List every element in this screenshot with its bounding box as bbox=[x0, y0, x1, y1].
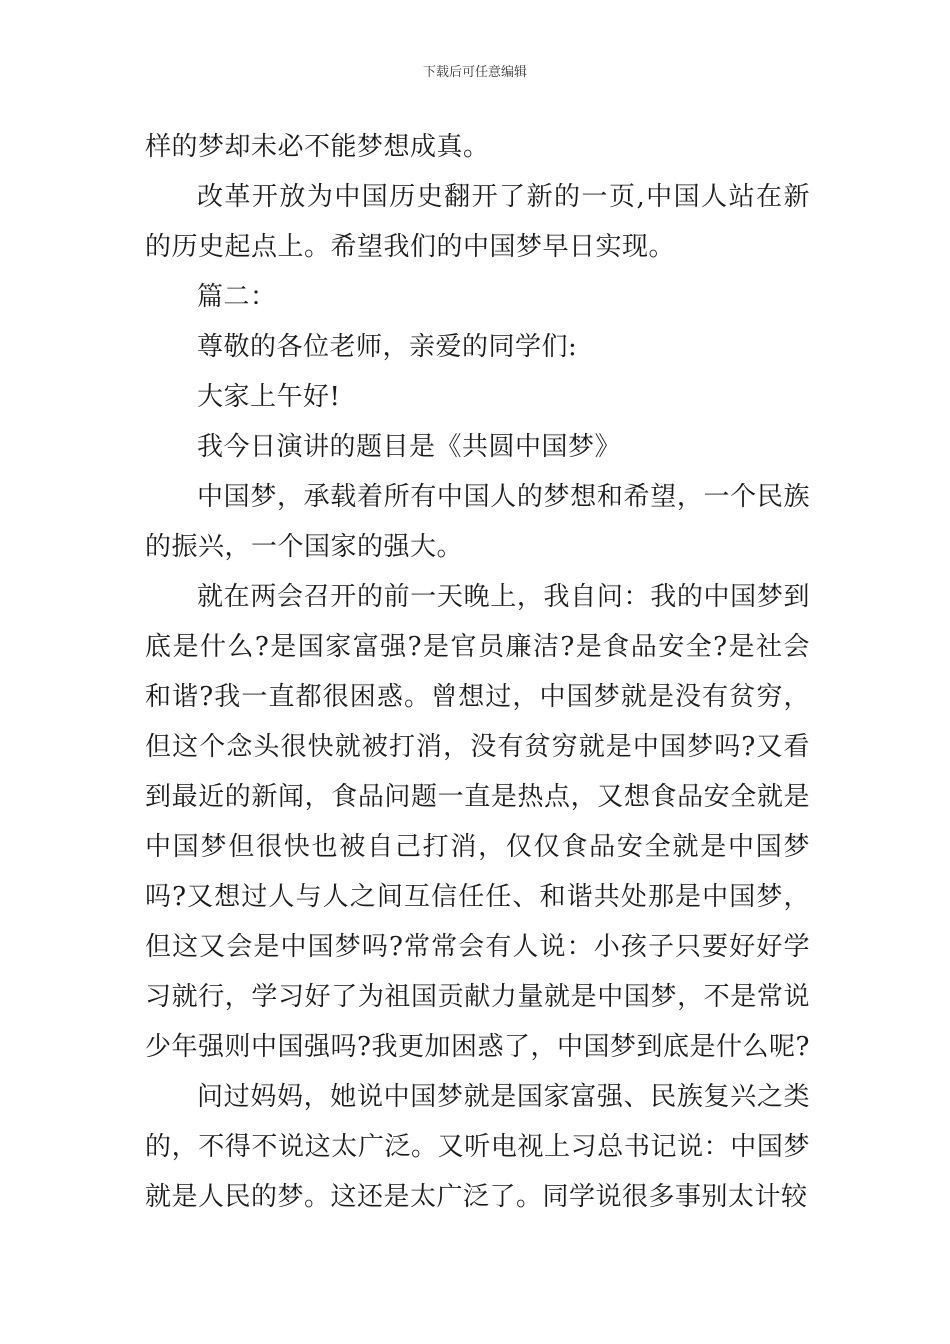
paragraph: 问过妈妈，她说中国梦就是国家富强、民族复兴之类的，不得不说这太广泛。又听电视上习总书记说：中国梦就是人民的梦。这还是太广泛了。同学说很多事别太计较 bbox=[145, 1082, 810, 1212]
greeting: 大家上午好! bbox=[197, 382, 341, 412]
salutation: 尊敬的各位老师，亲爱的同学们: bbox=[197, 332, 578, 362]
speech-title-line: 我今日演讲的题目是《共圆中国梦》 bbox=[197, 432, 622, 462]
section-heading: 篇二： bbox=[197, 282, 277, 312]
page-header: 下载后可任意编辑 bbox=[422, 65, 527, 80]
paragraph: 改革开放为中国历史翻开了新的一页,中国人站在新的历史起点上。希望我们的中国梦早日实现。 bbox=[145, 182, 810, 262]
document-body bbox=[145, 122, 810, 1222]
paragraph: 样的梦却未必不能梦想成真。 bbox=[145, 132, 490, 162]
paragraph: 中国梦，承载着所有中国人的梦想和希望，一个民族的振兴，一个国家的强大。 bbox=[145, 482, 810, 562]
paragraph: 就在两会召开的前一天晚上，我自问：我的中国梦到底是什么?是国家富强?是官员廉洁?是食品安全?是社会和谐?我一直都很困惑。曾想过，中国梦就是没有贫穷，但这个念头很快就被打消，没有贫穷就是中国梦吗?又看到最近的新闻，食品问题一直是热点，又想食品安全就是中国梦但很快也被自己打消，仅仅食品安全就是中国梦吗?又想过人与人之间互信任任、和谐共处那是中国梦，但这又会是中国梦吗?常常会有人说：小孩子只要好好学习就行，学习好了为祖国贡献力量就是中国梦，不是常说少年强则中国强吗?我更加困惑了，中国梦到底是什么呢? bbox=[145, 582, 810, 1062]
